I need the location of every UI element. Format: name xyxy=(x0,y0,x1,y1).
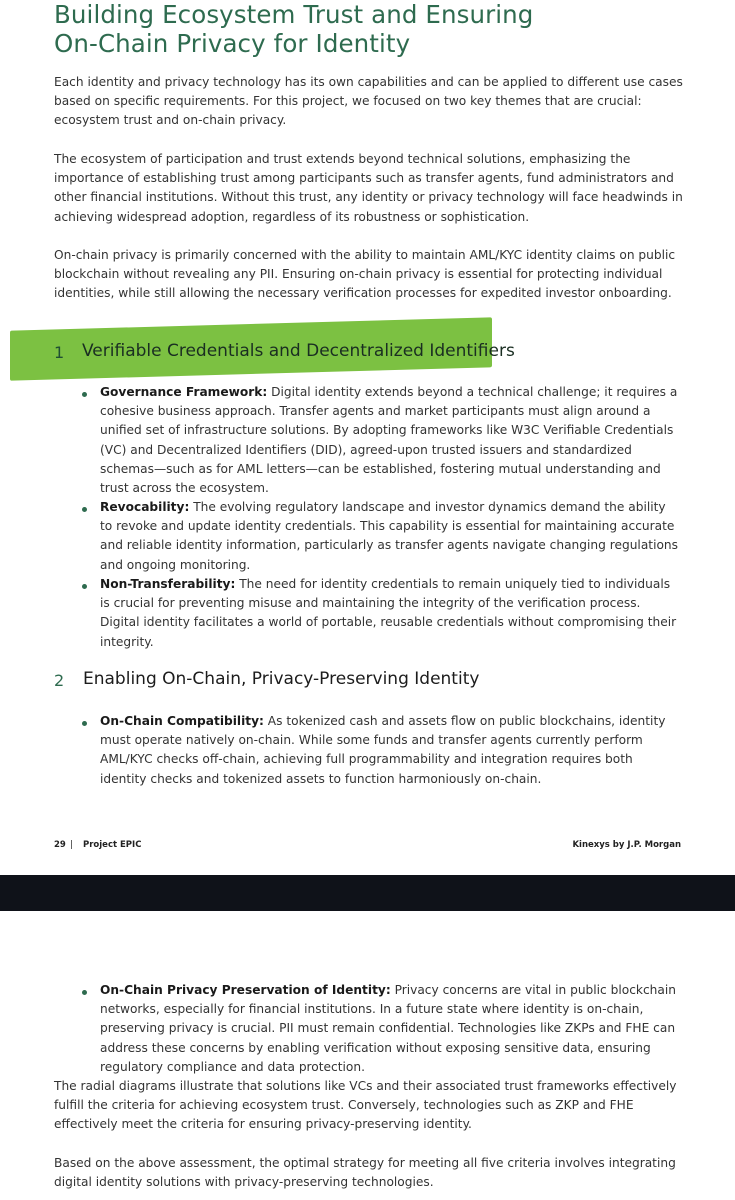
bullet-body: Privacy concerns are vital in public blockchain networks, especially for financial institutions. In a future state where identity is on-chain, preserving privacy is crucial. PII must remain confidential. Technologies like ZKPs and FHE can address these concerns by enabling verification without exposing sensitive data, ensuring regulatory compliance and data protection. xyxy=(100,983,676,1074)
bullet-body: As tokenized cash and assets flow on public blockchains, identity must operate natively on-chain. While some funds and transfer agents currently perform AML/KYC checks off-chain, achieving full programmability and integration requires both identity checks and tokenized assets to function harmoniously on-chain. xyxy=(100,714,666,786)
intro-paragraph-1: Each identity and privacy technology has its own capabilities and can be applied to different use cases based on specific requirements. For this project, we focused on two key themes that are crucial: ecosystem trust and on-chain privacy. xyxy=(54,75,683,128)
bullet-dot xyxy=(82,990,87,995)
section-1-title: Verifiable Credentials and Decentralized Identifiers xyxy=(82,341,515,361)
section-2-title: Enabling On-Chain, Privacy-Preserving Identity xyxy=(83,669,480,689)
bullet-term: Non-Transferability: xyxy=(100,577,236,591)
bullet-dot xyxy=(82,721,87,726)
bullet-term: On-Chain Privacy Preservation of Identity: xyxy=(100,983,391,997)
intro-paragraph-3: On-chain privacy is primarily concerned with the ability to maintain AML/KYC identity claims on public blockchain without revealing any PII. Ensuring on-chain privacy is essential for protecting individual identities, while still allowing the necessary verification processes for expedited investor onboarding. xyxy=(54,248,676,301)
bullet-term: On-Chain Compatibility: xyxy=(100,714,264,728)
bullet-dot xyxy=(82,392,87,397)
page-title xyxy=(54,0,694,58)
bullet-term: Revocability: xyxy=(100,500,190,514)
optimal-strategy-paragraph: Based on the above assessment, the optimal strategy for meeting all five criteria involves integrating digital identity solutions with privacy-preserving technologies. xyxy=(54,1156,676,1190)
section-1-number: 1 xyxy=(54,343,65,362)
bullet-non-transferability xyxy=(100,575,680,652)
bullet-governance-framework xyxy=(100,383,680,498)
bullet-on-chain-compatibility xyxy=(100,712,680,789)
footer-project: Project EPIC xyxy=(83,840,142,850)
footer-separator: | xyxy=(70,840,73,850)
bullet-dot xyxy=(82,507,87,512)
title-line-2: On-Chain Privacy for Identity xyxy=(54,29,411,58)
footer-page-number: 29 xyxy=(54,840,66,850)
bullet-revocability xyxy=(100,498,680,575)
bullet-term: Governance Framework: xyxy=(100,385,268,399)
footer-brand: Kinexys by J.P. Morgan xyxy=(572,840,681,850)
bullet-dot xyxy=(82,584,87,589)
bullet-on-chain-privacy-preservation xyxy=(100,981,680,1077)
intro-paragraph-2: The ecosystem of participation and trust extends beyond technical solutions, emphasizing the importance of establishing trust among participants such as transfer agents, fund administrators and other financial institutions. Without this trust, any identity or privacy technology will face headwinds in achieving widespread adoption, regardless of its robustness or sophistication. xyxy=(54,152,683,224)
bullet-body: The need for identity credentials to remain uniquely tied to individuals is crucial for preventing misuse and maintaining the integrity of the verification process. Digital identity facilitates a world of portable, reusable credentials without compromising their integrity. xyxy=(100,577,677,649)
page-divider-band xyxy=(0,875,735,911)
radial-diagrams-paragraph: The radial diagrams illustrate that solutions like VCs and their associated trust frameworks effectively fulfill the criteria for achieving ecosystem trust. Conversely, technologies such as ZKP and FHE effectively meet the criteria for ensuring privacy-preserving identity. xyxy=(54,1079,677,1132)
section-2-number: 2 xyxy=(54,671,65,690)
title-line-1: Building Ecosystem Trust and Ensuring xyxy=(54,0,534,29)
bullet-body: The evolving regulatory landscape and investor dynamics demand the ability to revoke and update identity credentials. This capability is essential for maintaining accurate and reliable identity information, particularly as transfer agents navigate changing regulations and ongoing monitoring. xyxy=(100,500,678,572)
bullet-body: Digital identity extends beyond a technical challenge; it requires a cohesive business approach. Transfer agents and market participants must align around a unified set of infrastructure solutions. By adopting frameworks like W3C Verifiable Credentials (VC) and Decentralized Identifiers (DID), agreed-upon trusted issuers and standardized schemas—such as for AML letters—can be established, fostering mutual understanding and trust across the ecosystem. xyxy=(100,385,678,496)
